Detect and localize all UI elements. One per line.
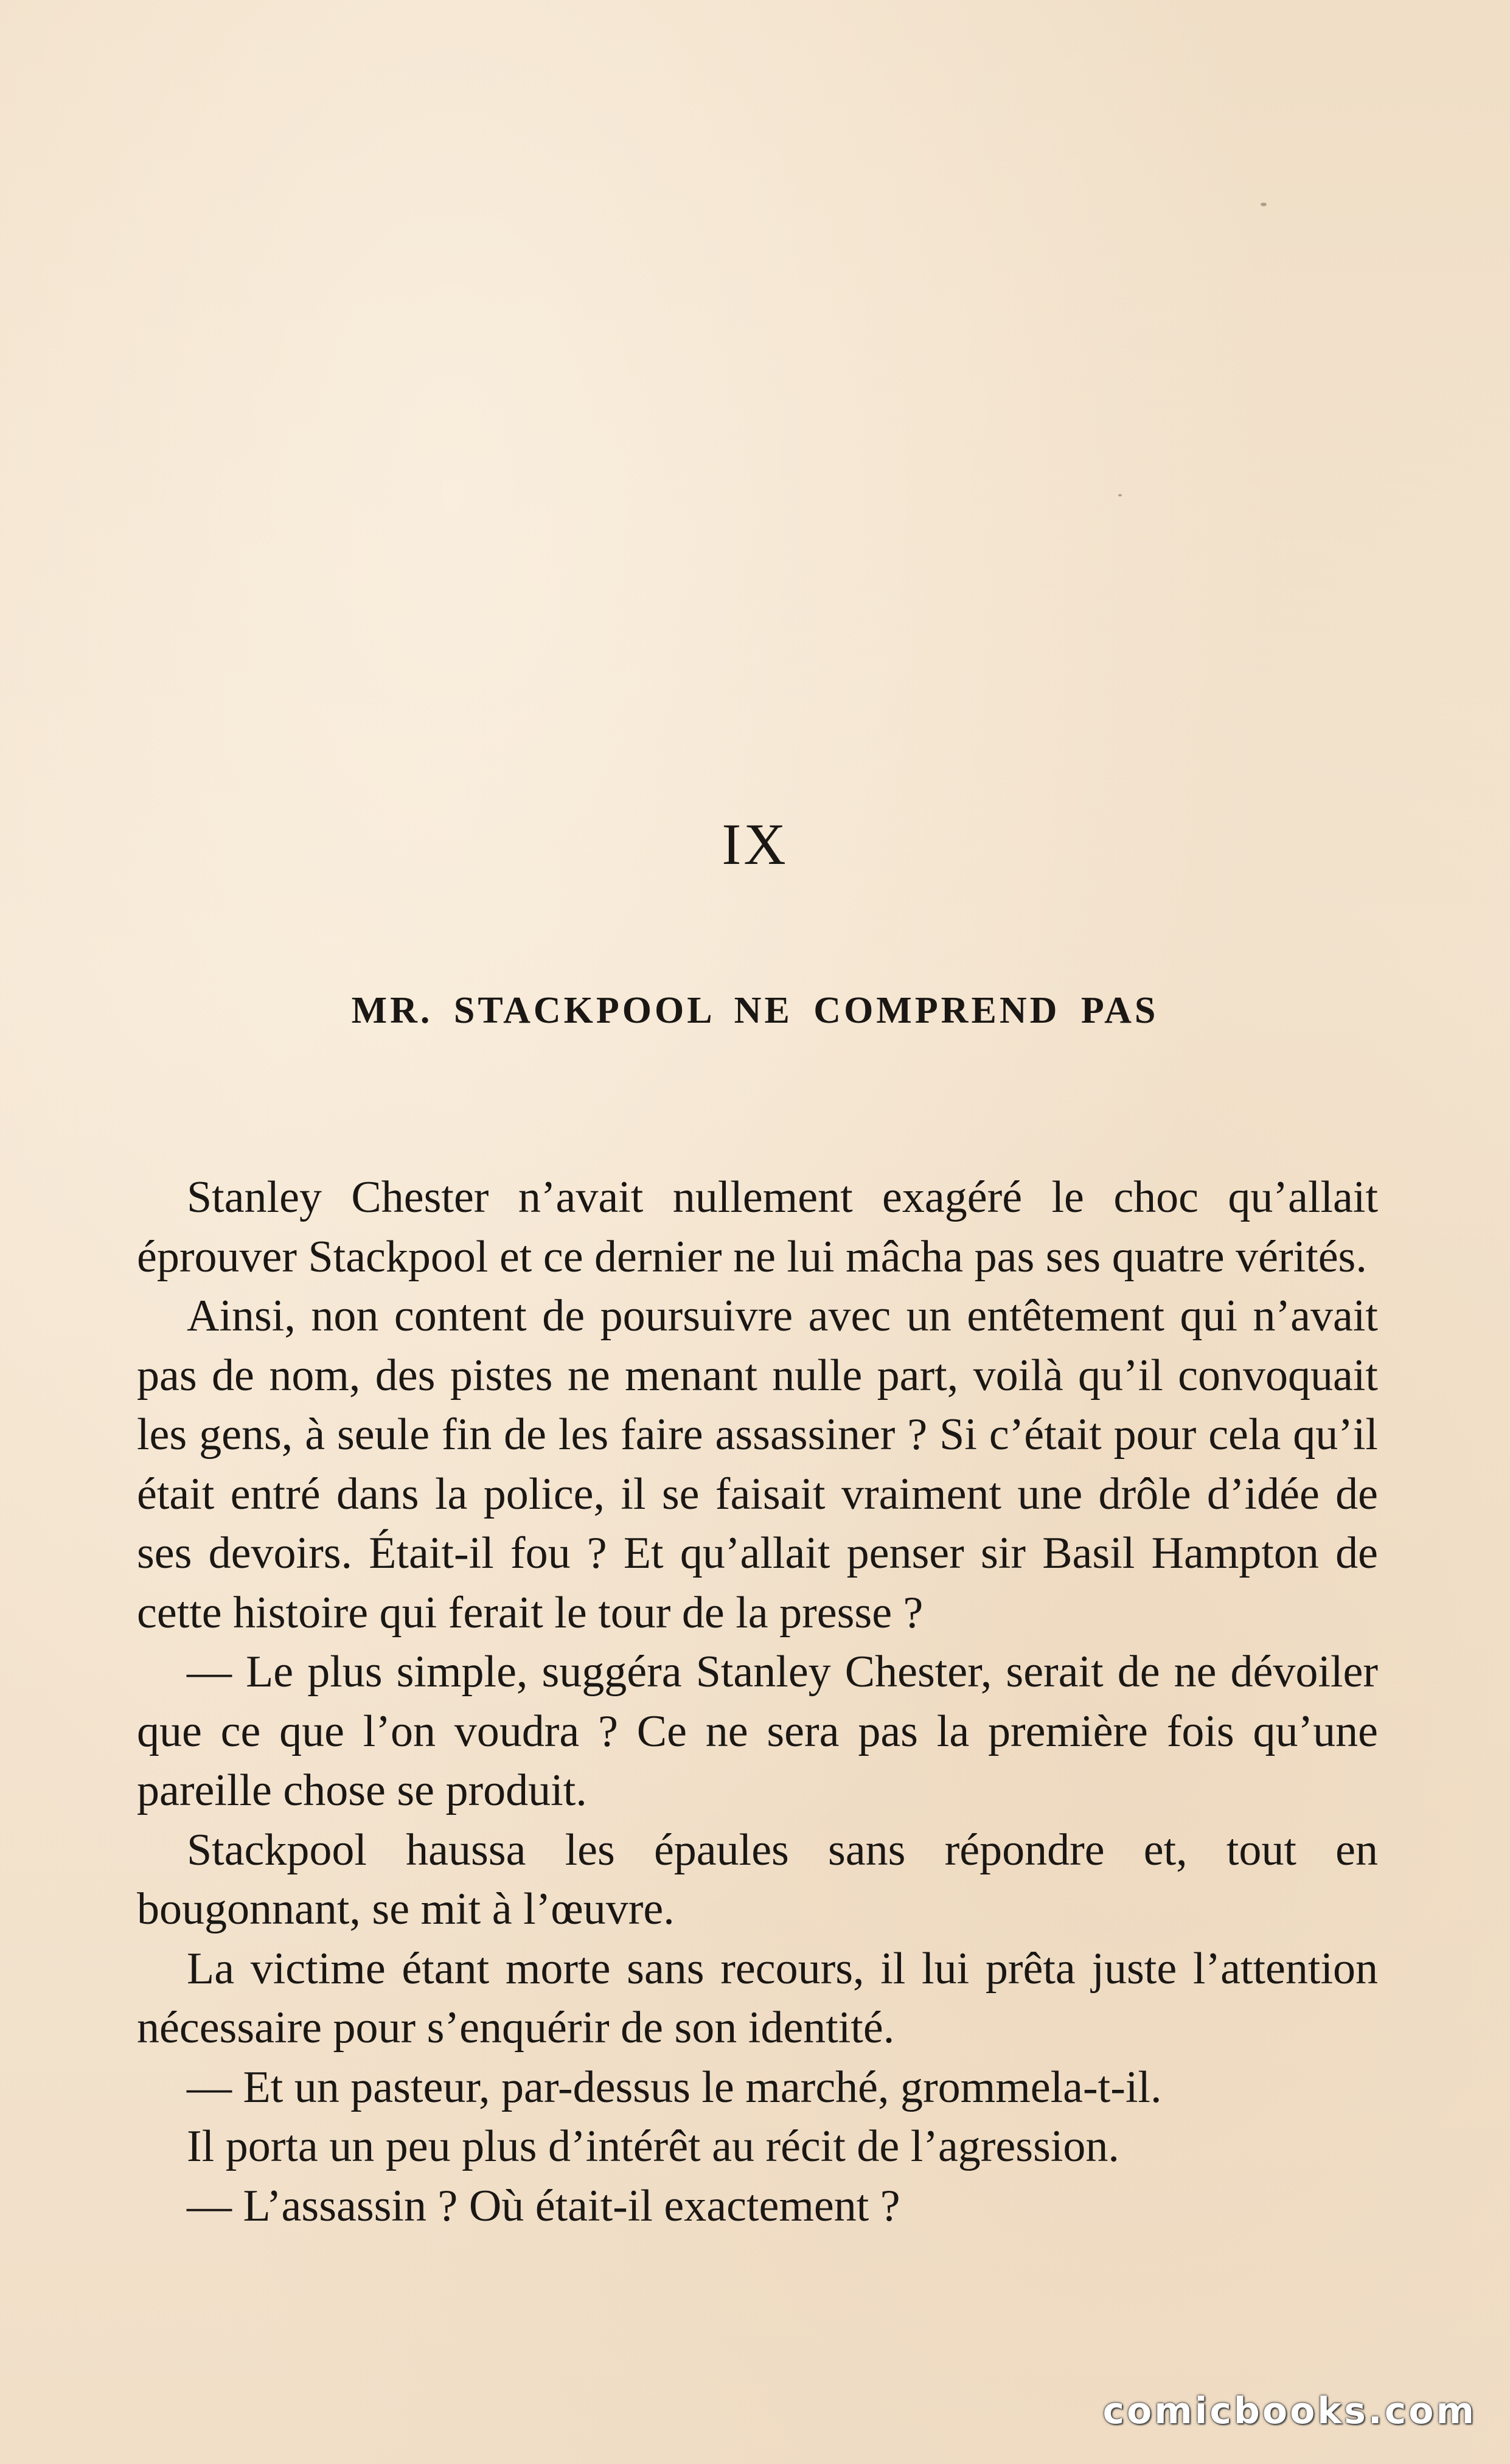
paragraph: — L’assassin ? Où était-il exactement ? [187, 2180, 900, 2231]
watermark: comicbooks.com [1102, 2390, 1477, 2432]
chapter-number: IX [722, 812, 788, 877]
paragraph: — Et un pasteur, par-dessus le marché, grommela-t-il. [187, 2062, 1162, 2112]
paper-speck [1118, 494, 1122, 496]
paragraph: La victime étant morte sans recours, il lui prêta juste l’attention nécessaire pour s’enquérir de son identité. [137, 1943, 1378, 2053]
paragraph: Ainsi, non content de poursuivre avec un entêtement qui n’avait pas de nom, des pistes ne menant nulle part, voilà qu’il convoquait les gens, à seule fin de les faire assassiner ? Si c’était pour cela qu’il était entré dans la police, il se faisait vraiment une drôle d’idée de ses devoirs. Était-il fou ? Et qu’allait penser sir Basil Hampton de cette histoire qui ferait le tour de la presse ? [137, 1291, 1378, 1638]
paragraph: Il porta un peu plus d’intérêt au récit de l’agression. [187, 2121, 1119, 2171]
paragraph: — Le plus simple, suggéra Stanley Chester, serait de ne dévoiler que ce que l’on voudra ? Ce ne sera pas la première fois qu’une pareille chose se produit. [137, 1647, 1378, 1815]
chapter-title: MR. STACKPOOL NE COMPREND PAS [351, 990, 1159, 1031]
paper-speck [1261, 203, 1267, 206]
paragraph: Stanley Chester n’avait nullement exagéré le choc qu’allait éprouver Stackpool et ce dernier ne lui mâcha pas ses quatre vérités. [137, 1172, 1378, 1282]
paragraph: Stackpool haussa les épaules sans répondre et, tout en bougonnant, se mit à l’œuvre. [137, 1825, 1378, 1934]
chapter-body [137, 1168, 1378, 2236]
